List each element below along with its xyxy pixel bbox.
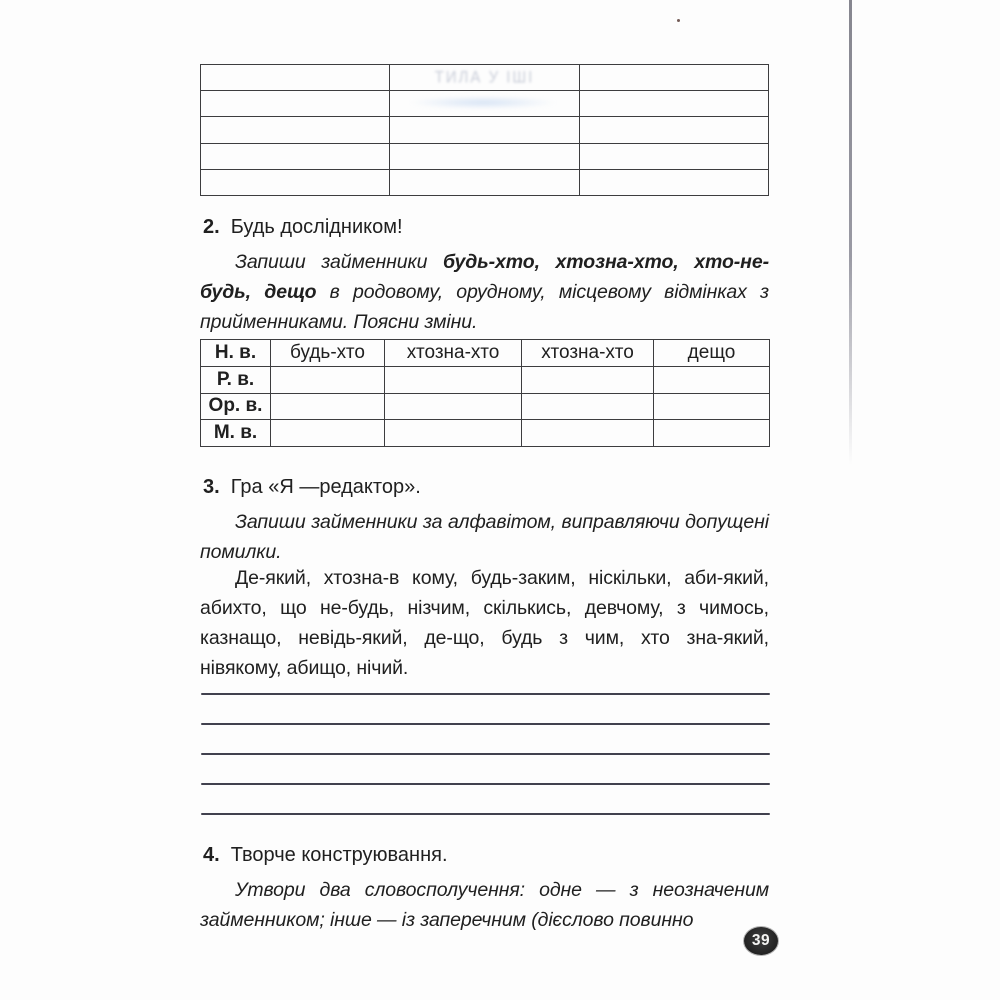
table-cell [390, 169, 579, 195]
table-cell [385, 393, 522, 420]
page-number-badge [744, 927, 778, 955]
table-cell [654, 366, 770, 393]
table-row [201, 65, 769, 91]
task4-instruction: Утвори два словосполучення: одне — з неозначеним займенником; інше — із заперечним (дієслово повинно [200, 879, 769, 931]
task4-title: Творче конструювання. [230, 844, 448, 866]
table-cell [390, 65, 579, 91]
table-row [201, 420, 770, 447]
table-cell [201, 143, 390, 169]
table-cell [579, 169, 768, 195]
task2-heading [203, 215, 772, 239]
table-cell [385, 366, 522, 393]
table-cell [579, 91, 768, 117]
table-cell [271, 420, 385, 447]
bleedthrough-text: ТИЛА У ІШІ [434, 68, 535, 87]
task2-instruction-bold: будь-хто, хтозна-хто, хто-не-будь, дещо [200, 251, 769, 303]
task2-instruction [200, 247, 769, 337]
table-cell [201, 65, 390, 91]
writing-line [201, 813, 770, 815]
task3-title: Гра «Я —редактор». [230, 476, 421, 498]
ink-speck-artifact [677, 19, 680, 22]
case-label: М. в. [201, 420, 271, 447]
pronoun-header: дещо [654, 340, 770, 367]
pronoun-header: хтозна-хто [385, 340, 522, 367]
table-cell [271, 393, 385, 420]
table-row [201, 91, 769, 117]
pronoun-header: хтозна-хто [522, 340, 654, 367]
table-cell [201, 117, 390, 143]
case-label: Ор. в. [201, 393, 271, 420]
declension-table [200, 339, 770, 447]
table-row [201, 340, 770, 367]
task4-number: 4. [203, 844, 220, 866]
table-row [201, 393, 770, 420]
task2-instruction-post: в родовому, орудному, місцевому відмінках з прийменниками. Поясни зміни. [200, 281, 769, 333]
task2-instruction-pre: Запиши займенники [235, 251, 443, 273]
page-fold-scan-artifact [849, 0, 852, 465]
task2-title: Будь дослідником! [230, 216, 403, 238]
table-cell [522, 366, 654, 393]
task2-number: 2. [203, 216, 220, 238]
page-number: 39 [751, 932, 771, 949]
task3-instruction: Запиши займенники за алфавітом, виправляючи допущені помилки. [200, 511, 769, 563]
table-cell [579, 117, 768, 143]
bleedthrough-smear [408, 96, 558, 109]
table-cell [385, 420, 522, 447]
case-label: Р. в. [201, 366, 271, 393]
table-cell [390, 117, 579, 143]
case-label: Н. в. [201, 340, 271, 367]
table-row [201, 117, 769, 143]
table-row [201, 169, 769, 195]
pronoun-header: будь-хто [271, 340, 385, 367]
table-cell [201, 169, 390, 195]
writing-line [201, 723, 770, 725]
task4-heading [203, 843, 772, 867]
table-cell [654, 393, 770, 420]
table-cell [271, 366, 385, 393]
table-cell [579, 143, 768, 169]
writing-line [201, 753, 770, 755]
table-cell [390, 91, 579, 117]
writing-line [201, 693, 770, 695]
table-cell [390, 143, 579, 169]
table-cell [654, 420, 770, 447]
table-cell [522, 393, 654, 420]
table-row [201, 143, 769, 169]
task3-number: 3. [203, 476, 220, 498]
writing-line [201, 783, 770, 785]
blank-answer-table [200, 64, 769, 196]
table-cell [522, 420, 654, 447]
table-cell [201, 91, 390, 117]
table-row [201, 366, 770, 393]
task3-word-list: Де-який, хтозна-в кому, будь-заким, ніскільки, аби-який, абихто, що не-будь, нізчим, скількись, девчому, з чимось, казнащо, невідь-який, де-що, будь з чим, хто зна-який, нівякому, абищо, нічий. [200, 567, 769, 679]
task3-heading [203, 475, 772, 499]
table-cell [579, 65, 768, 91]
